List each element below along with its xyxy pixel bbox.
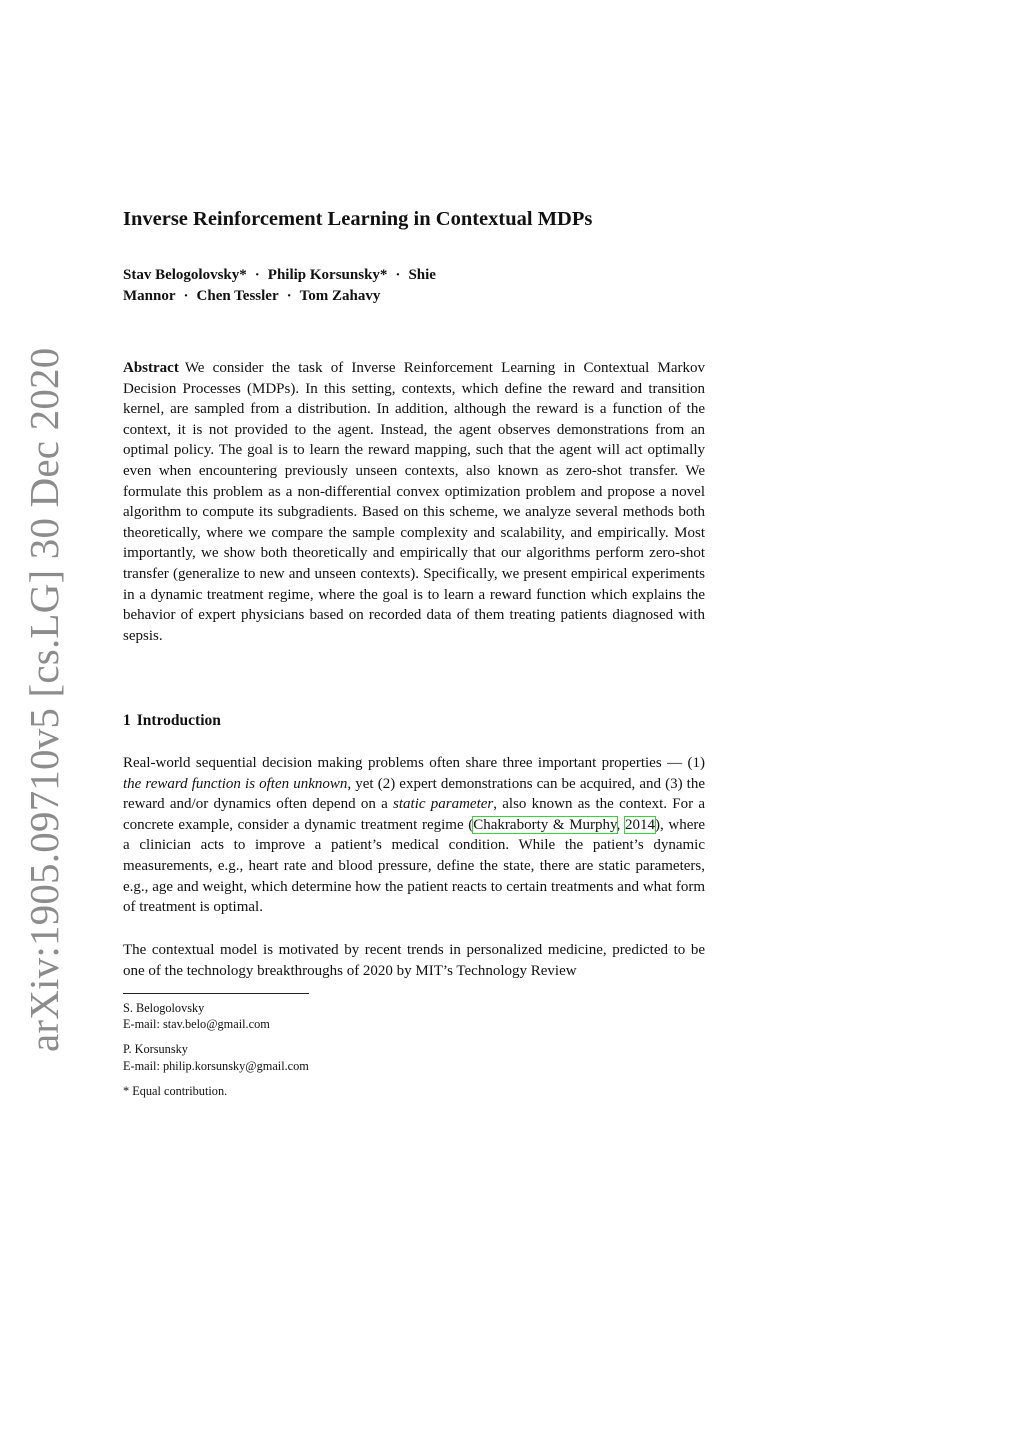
paragraph-text: , also known as the context. For a concrete example, consider a dynamic treatment regime ( (123, 796, 705, 833)
emphasis-static-parameter: static parameter (393, 796, 494, 813)
citation-separator: , (616, 816, 625, 833)
footnote-author-1 (123, 1000, 623, 1032)
author-separator: · (183, 287, 189, 304)
footnote-equal-contribution (123, 1083, 623, 1099)
footnote-author-email: E-mail: stav.belo@gmail.com (123, 1017, 270, 1032)
arxiv-identifier-stamp: arXiv:1905.09710v5 [cs.LG] 30 Dec 2020 (21, 347, 67, 1052)
intro-paragraph-2: The contextual model is motivated by recent trends in personalized medicine, predicted to be one of the technology breakthroughs of 2020 by MIT’s Technology Review (123, 942, 705, 979)
author-separator: · (254, 267, 260, 283)
citation-link-authors[interactable]: Chakraborty & Murphy (473, 816, 617, 833)
author-name: Tom Zahavy (299, 287, 381, 304)
author-name: Chen Tessler (196, 287, 279, 304)
author-name: Philip Korsunsky* (267, 267, 388, 283)
paragraph-text: , yet (2) expert demonstrations can be acquired, and (3) the reward and/or dynamics often depend on a (123, 775, 705, 813)
author-list (123, 265, 723, 306)
section-number: 1 (123, 712, 131, 729)
paragraph-text: ), where a clinician acts to improve a patient’s medical condition. While the patient’s dynamic measurements, e.g., heart rate and blood pressure, define the state, there are static parameters, e.g., age and weight, which determine how the patient reacts to certain treatments and what form of treatment is optimal. (123, 816, 706, 916)
section-heading-introduction (123, 712, 221, 730)
paper-title: Inverse Reinforcement Learning in Contextual MDPs (123, 208, 593, 230)
emphasis-reward-unknown: the reward function is often unknown (123, 775, 348, 792)
author-separator: · (395, 267, 401, 283)
footnote-author-name: P. Korsunsky (123, 1042, 188, 1057)
footnote-author-email: E-mail: philip.korsunsky@gmail.com (123, 1058, 309, 1073)
footnote-author-name: S. Belogolovsky (123, 1001, 205, 1015)
author-line-2 (123, 286, 723, 307)
footnote-divider (123, 993, 309, 994)
author-name: Shie (408, 267, 436, 283)
author-separator: · (286, 287, 292, 304)
footnote-author-2 (123, 1041, 623, 1073)
intro-paragraph-1 (123, 753, 705, 918)
abstract-text: We consider the task of Inverse Reinforcement Learning in Contextual Markov Decision Processes (MDPs). In this setting, contexts, which define the reward and transition kernel, are sampled from a distribution. In addition, although the reward is a function of the context, it is not provided to the agent. Instead, the agent observes demonstrations from an optimal policy. The goal is to learn the reward mapping, such that the agent will act optimally even when encountering previously unseen contexts, also known as zero-shot transfer. We formulate this problem as a non-differential convex optimization problem and propose a novel algorithm to compute its subgradients. Based on this scheme, we analyze several methods both theoretically, where we compare the sample complexity and scalability, and empirically. Most importantly, we show both theoretically and empirically that our algorithms perform zero-shot transfer (generalize to new and unseen contexts). Specifically, we present empirical experiments in a dynamic treatment regime, where the goal is to learn a reward function which explains the behavior of expert physicians based on recorded data of them treating patients diagnosed with sepsis. (123, 360, 705, 644)
paragraph-text: Real-world sequential decision making problems often share three important properties — (1) (123, 755, 705, 771)
author-name: Stav Belogolovsky* (123, 267, 247, 283)
author-name: Mannor (123, 287, 176, 304)
footnote-equal-text: * Equal contribution. (123, 1083, 228, 1098)
citation-link-year[interactable]: 2014 (624, 816, 655, 833)
footnotes (123, 1000, 623, 1108)
author-line-1 (123, 265, 723, 286)
section-title: Introduction (136, 712, 221, 729)
abstract (123, 358, 705, 646)
abstract-label: Abstract (123, 360, 179, 376)
